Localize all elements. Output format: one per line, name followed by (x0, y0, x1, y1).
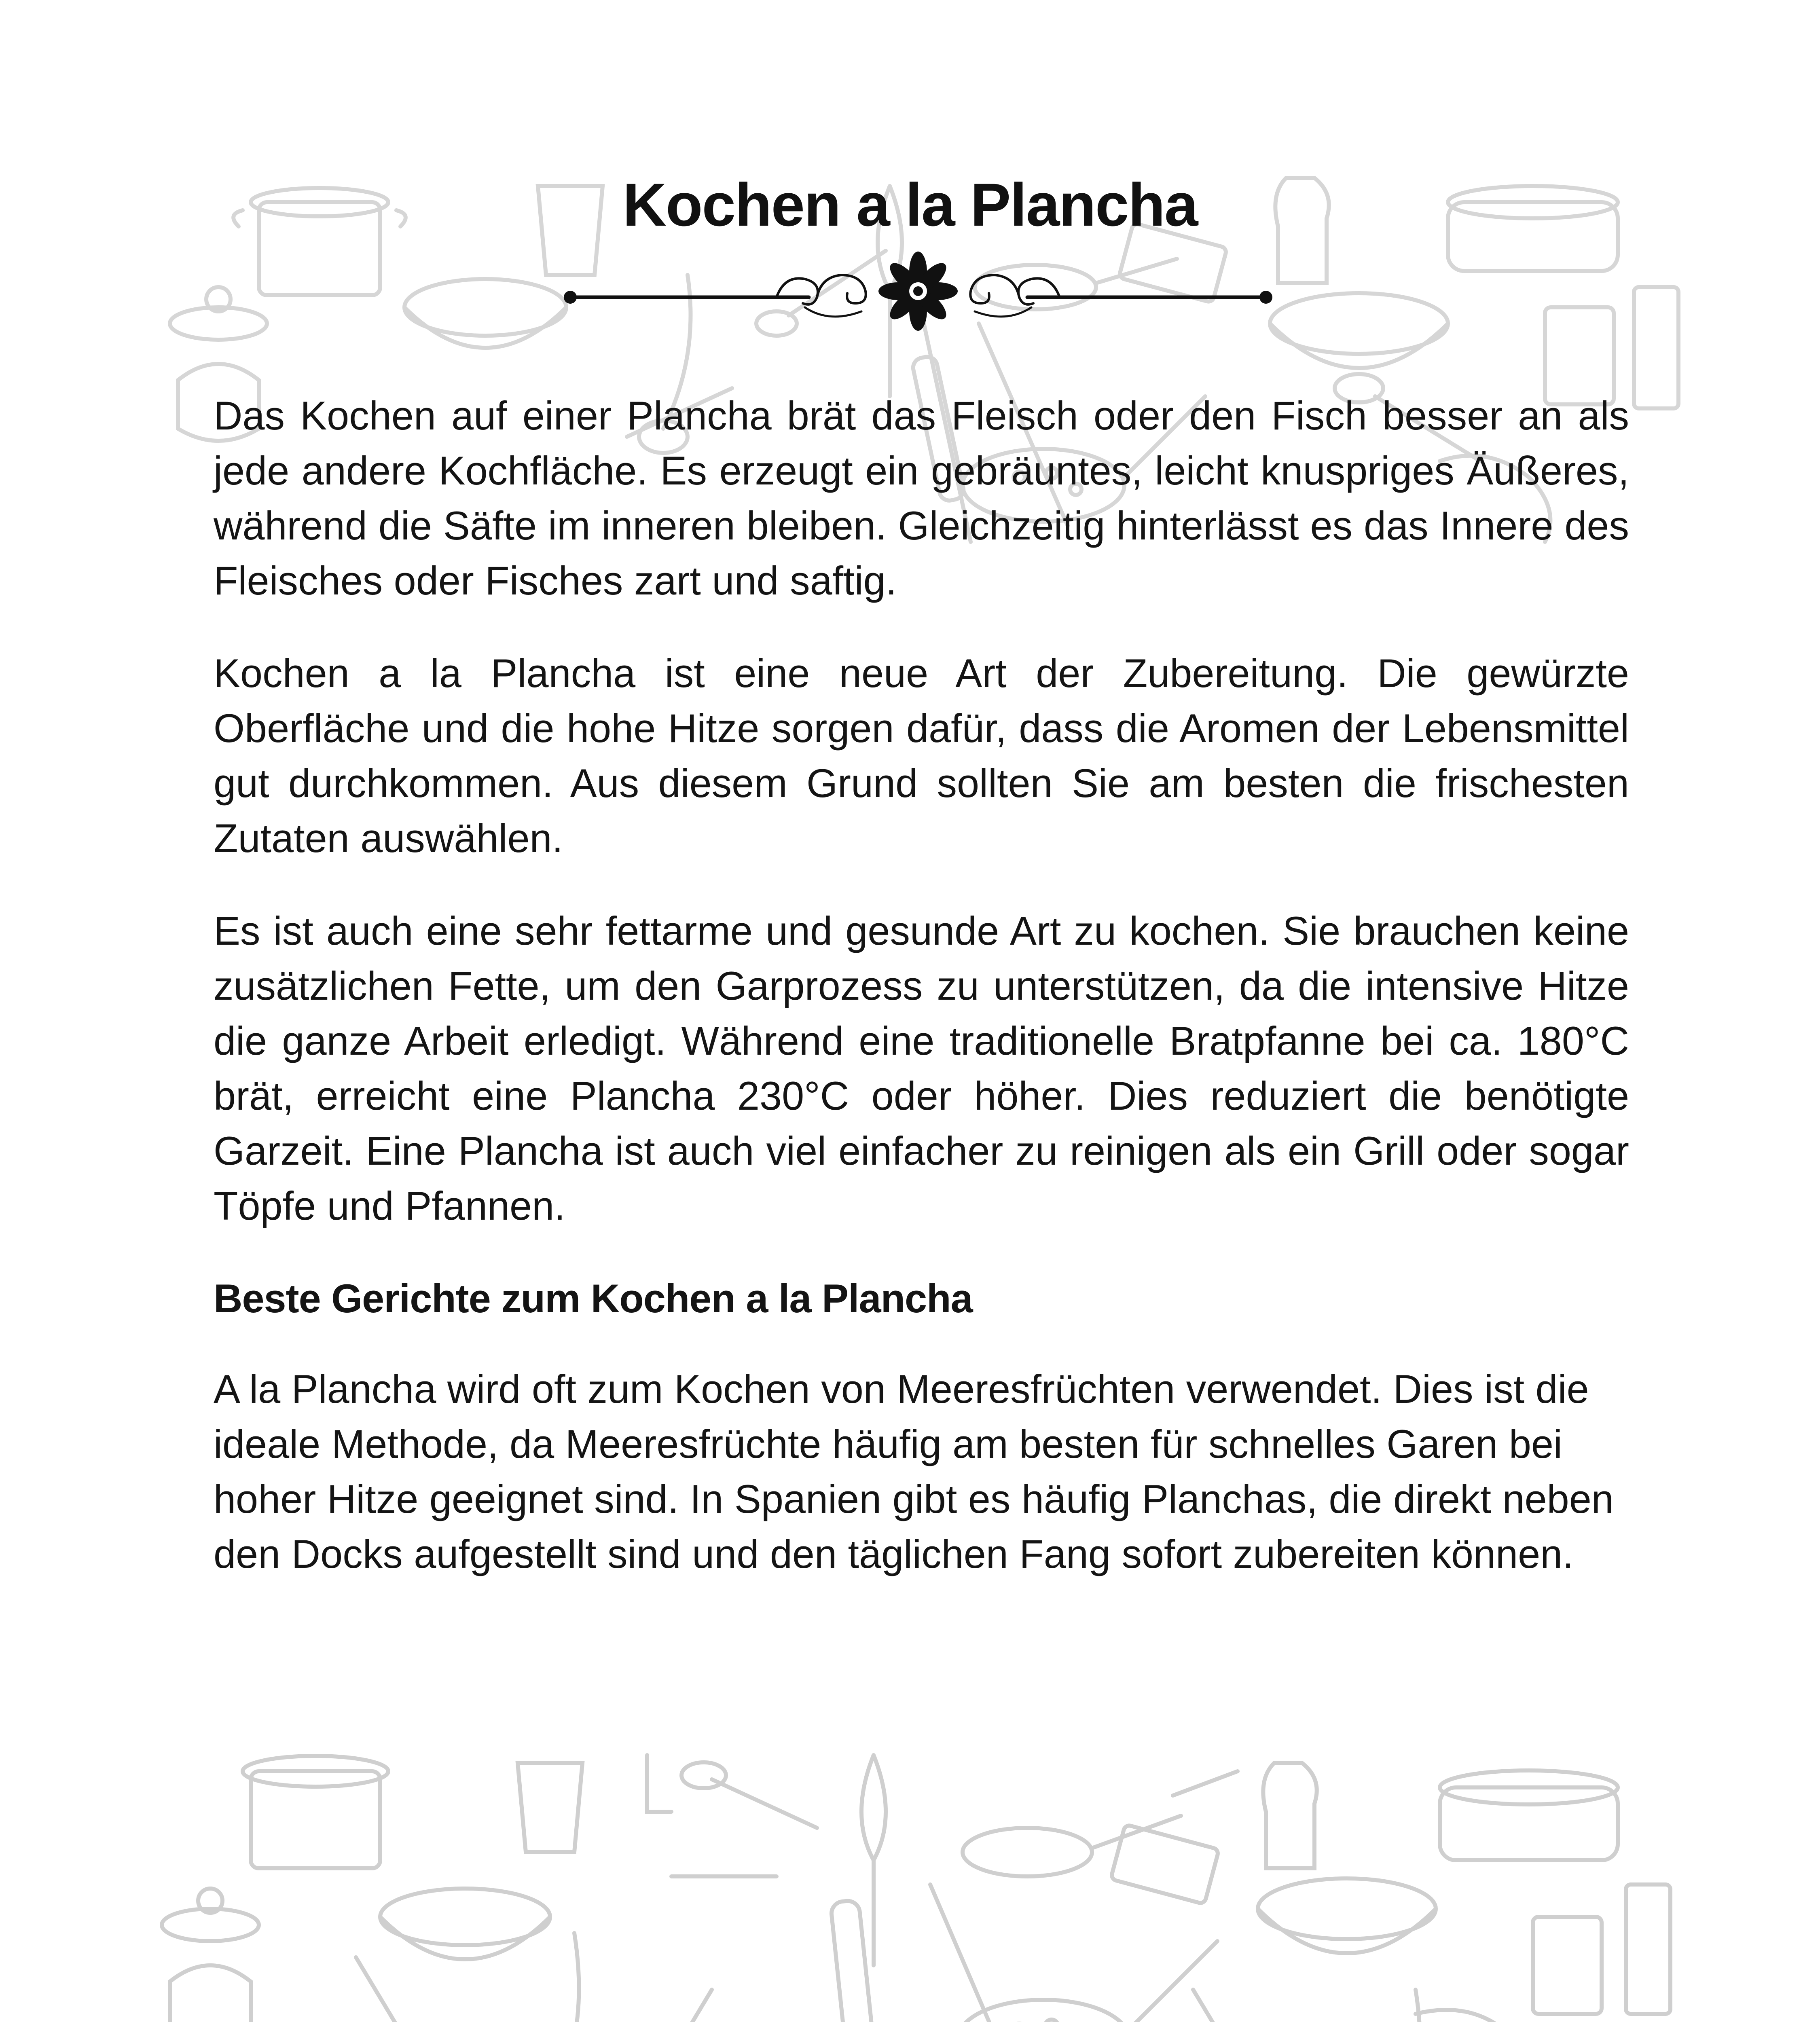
page-title: Kochen a la Plancha (622, 171, 1198, 239)
article-body (214, 388, 1629, 1619)
paragraph-1: Das Kochen auf einer Plancha brät das Fleisch oder den Fisch besser an als jede andere Kochfläche. Es erzeugt ein gebräuntes, leicht knuspriges Äußeres, während die Säfte im inneren bleiben. Gleichzeitig hinterlässt es das Innere des Fleisches oder Fisches zart und saftig. (214, 393, 1629, 603)
paragraph-3: Es ist auch eine sehr fettarme und gesunde Art zu kochen. Sie brauchen keine zusätzlichen Fette, um den Garprozess zu unterstützen, da die intensive Hitze die ganze Arbeit erledigt. Während eine traditionelle Bratpfanne bei ca. 180°C brät, erreicht eine Plancha 230°C oder höher. Dies reduziert die benötigte Garzeit. Eine Plancha ist auch viel einfacher zu reinigen als ein Grill oder sogar Töpfe und Pfannen. (214, 908, 1629, 1228)
section-heading: Beste Gerichte zum Kochen a la Plancha (214, 1276, 973, 1321)
ornament-divider (558, 251, 1278, 332)
paragraph-2: Kochen a la Plancha ist eine neue Art der Zubereitung. Die gewürzte Oberfläche und die hohe Hitze sorgen dafür, dass die Aromen der Lebensmittel gut durchkommen. Aus diesem Grund sollten Sie am besten die frischesten Zutaten auswählen. (214, 651, 1629, 861)
utensils-sketch-icon (0, 1731, 1820, 2022)
flourish-flower-icon (558, 251, 1278, 332)
paragraph-4: A la Plancha wird oft zum Kochen von Meeresfrüchten verwendet. Dies ist die ideale Methode, da Meeresfrüchte häufig am besten für schnelles Garen bei hoher Hitze geeignet sind. In Spanien gibt es häufig Planchas, die direkt neben den Docks aufgestellt sind und den täglichen Fang sofort zubereiten können. (214, 1366, 1614, 1576)
kitchen-utensils-watermark-bottom (0, 1731, 1820, 2022)
